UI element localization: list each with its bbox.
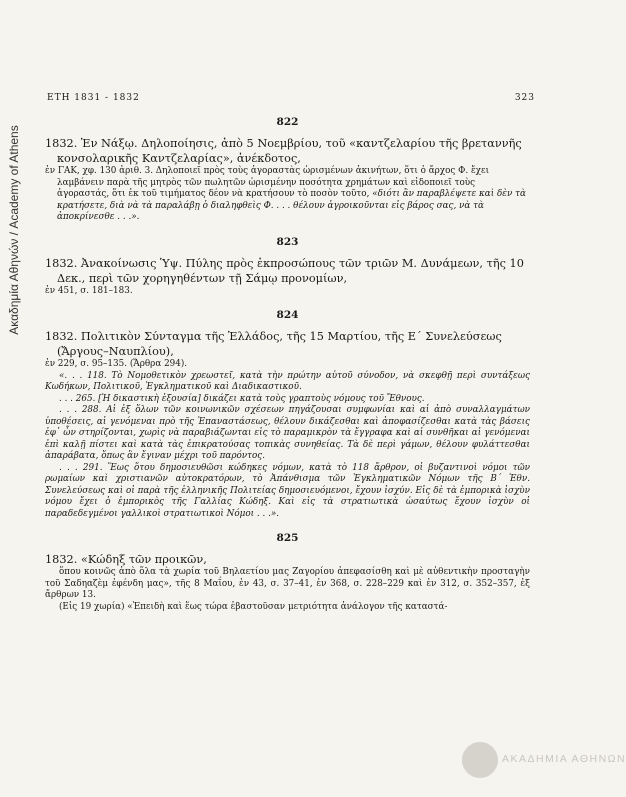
page-number: 323 bbox=[514, 93, 535, 103]
entry-825 bbox=[45, 532, 530, 613]
running-header bbox=[45, 93, 535, 107]
entry-reference: ἐν ΓΑΚ, χφ. 130 ἀριθ. 3. bbox=[45, 166, 153, 176]
entry-823 bbox=[45, 236, 530, 298]
entry-824 bbox=[45, 309, 530, 520]
article-118: «. . . 118. Τὸ Νομοθετικὸν χρεωστεῖ, κατὰ τὴν πρώτην αὐτοῦ σύνοδον, νὰ σκεφθῇ περὶ συντάξεως Κωδήκων, Πολιτικοῦ, Ἐγκληματικοῦ καὶ Διαδικαστικοῦ. bbox=[45, 370, 530, 392]
article-288: . . . 288. Αἱ ἐξ ὅλων τῶν κοινωνικῶν σχέσεων πηγάζουσαι συμφωνίαι καὶ αἱ ἀπὸ συναλλαγμάτων ὑποθέσεις, αἱ γενόμεναι πρὸ τῆς Ἐπαναστάσεως, θέλουν δικάζεσθαι καὶ ἀποφασίζεσθαι κατὰ τὰς βάσεις ἐφ᾽ ὧν στηρίζονται, χωρὶς νὰ παραβιάζωνται εἰς τὸ παραμικρὸν τὰ ἔγγραφα καὶ αἱ συνθῆκαι αἱ γενόμεναι ἐπὶ καλῇ πίστει καὶ κατὰ τὰς ἐπικρατούσας τοπικὰς συνηθείας. Τὰ δὲ περὶ γάμων, θέλουν φυλάττεσθαι ἀπαράβατα, ὅπως ἂν ἔγιναν μέχρι τοῦ παρόντος. bbox=[45, 405, 530, 461]
entry-reference: ἐν 451, σ. 181–183. bbox=[45, 285, 133, 296]
entry-excerpt: (Εἰς 19 χωρία) «Ἐπειδὴ καὶ ἕως τώρα ἐβαστοῦσαν μετριότητα ἀνάλογον τῆς καταστά- bbox=[59, 601, 448, 612]
entry-title: 1832. Πολιτικὸν Σύνταγμα τῆς Ἑλλάδος, τῆς 15 Μαρτίου, τῆς Ε΄ Συνελεύσεως (Ἄργους–Ναυπλίου), bbox=[45, 330, 502, 358]
page-content bbox=[45, 112, 530, 613]
entry-description: ὅπου κοινῶς ἀπὸ ὅλα τὰ χωρία τοῦ Βηλαετίου μας Ζαγορίου ἀπεφασίσθη καὶ μὲ αὐθεντικὴν προσταγὴν τοῦ Σαδηαζὲμ ἐφένδη μας», τῆς 8 Μαΐου, ἐν 43, σ. 37–41, ἐν 368, σ. 228–229 καὶ ἐν 312, σ. 352–357, ἐξ ἄρθρων 13. bbox=[45, 567, 530, 600]
entry-number: 823 bbox=[276, 235, 299, 248]
article-265: . . . 265. [Ἡ δικαστικὴ ἐξουσία] δικάζει κατὰ τοὺς γραπτοὺς νόμους τοῦ Ἔθνους. bbox=[59, 393, 425, 404]
archive-label: Ακαδημία Αθηνών / Academy of Athens bbox=[7, 125, 21, 335]
watermark-text: ΑΚΑΔΗΜΙΑ ΑΘΗΝΩΝ bbox=[502, 753, 626, 765]
helmet-logo-icon bbox=[462, 742, 498, 778]
academy-watermark bbox=[462, 742, 626, 780]
entry-title: 1832. Ἐν Νάξῳ. Δηλοποίησις, ἀπὸ 5 Νοεμβρίου, τοῦ «καντζελαρίου τῆς βρεταννῆς κονσολαρικῆς Καντζελαρίας», ἀνέκδοτος, bbox=[45, 137, 522, 165]
entry-number: 825 bbox=[276, 532, 299, 544]
archive-sidebar bbox=[2, 40, 26, 420]
article-291: . . . 291. Ἕως ὅτου δημοσιευθῶσι κώδηκες νόμων, κατὰ τὸ 118 ἄρθρον, οἱ βυζαντινοὶ νόμοι τῶν ρωμαίων καὶ χριστιανῶν αὐτοκρατόρων, τὸ Ἀπάνθισμα τῶν Ἐγκληματικῶν Νόμων τῆς Β΄ Ἐθν. Συνελεύσεως καὶ οἱ παρὰ τῆς ἑλληνικῆς Πολιτείας δημοσιευόμενοι, ἔχουν ἰσχύν. Εἰς δὲ τὰ ἐμπορικὰ ἰσχὺν νόμου ἔχει ὁ ἐμπορικὸς τῆς Γαλλίας Κώδηξ. Καὶ εἰς τὰ στρατιωτικὰ ὡσαύτως ἔχουν ἰσχὺν οἱ παραδεδεγμένοι γαλλικοὶ στρατιωτικοὶ Νόμοι . . .». bbox=[45, 462, 530, 519]
entry-number: 822 bbox=[276, 116, 299, 128]
entry-title: 1832. «Κώδηξ τῶν προικῶν, bbox=[45, 553, 207, 566]
running-head-title: ΕΤΗ 1831 - 1832 bbox=[47, 93, 140, 103]
entry-quote: «διότι ἂν παραβλέψετε καὶ δὲν τὰ κρατήσετε, διὰ νὰ τὰ παραλάβῃ ὁ διαληφθεὶς Φ. . . . θέλουν ἀγροικοῦνται εἰς βάρος σας, νὰ τὰ ἀποκρίνεσθε . . .». bbox=[57, 189, 526, 222]
entry-reference: ἐν 229, σ. 95–135. (Ἄρθρα 294). bbox=[45, 359, 188, 369]
entry-title: 1832. Ἀνακοίνωσις Ὑψ. Πύλης πρὸς ἐκπροσώπους τῶν τριῶν Μ. Δυνάμεων, τῆς 10 Δεκ., περὶ τῶν χορηγηθέντων τῇ Σάμῳ προνομίων, bbox=[45, 256, 524, 285]
entry-822 bbox=[45, 116, 530, 224]
entry-summary: Δηλοποιεῖ πρὸς τοὺς ἀγοραστὰς ὡρισμένων ἀκινήτων, ὅτι ὁ ἄρχος Φ. ἔχει λαμβάνειν παρὰ τῆς μητρὸς τῶν πωλητῶν ὡρισμένην ποσότητα χρημάτων καὶ εἰδοποιεῖ τοὺς ἀγοραστάς, ὅτι ἐκ τοῦ τιμήματος δέον νὰ κρατήσουν τὸ ποσὸν τοῦτο, bbox=[57, 166, 490, 199]
entry-number: 824 bbox=[276, 309, 299, 321]
